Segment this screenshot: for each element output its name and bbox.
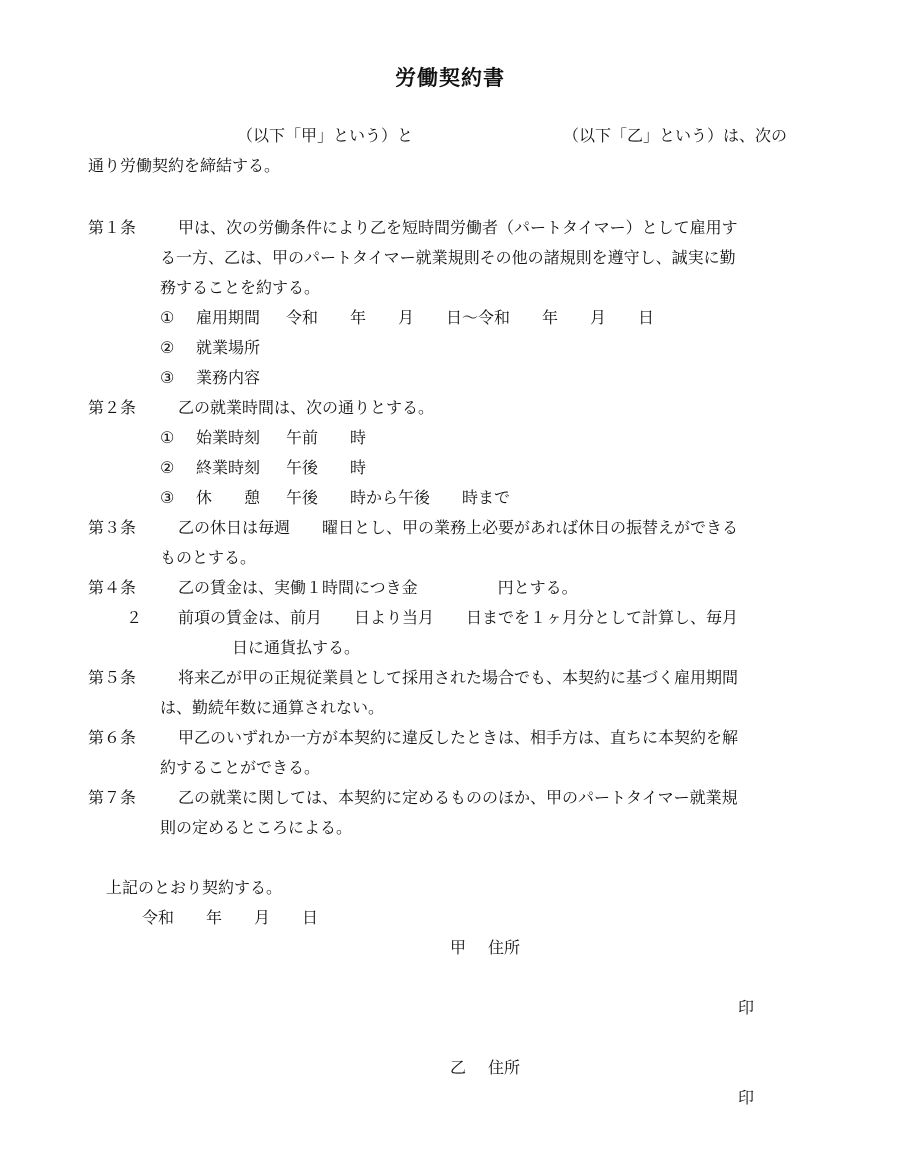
article-7-line: 乙の就業に関しては、本契約に定めるもののほか、甲のパートタイマー就業規 — [178, 788, 738, 807]
article-1-label: 第１条 — [88, 218, 137, 237]
article-6-line: 甲乙のいずれか一方が本契約に違反したときは、相手方は、直ちに本契約を解 — [178, 728, 739, 747]
article-1-line: る一方、乙は、甲のパートタイマー就業規則その他の諸規則を遵守し、誠実に勤 — [160, 248, 736, 267]
item-number: ① — [160, 428, 175, 447]
item-label-job-content: 業務内容 — [196, 368, 261, 387]
item-label-employment-period: 雇用期間 — [196, 308, 261, 327]
article-5-line: 将来乙が甲の正規従業員として採用された場合でも、本契約に基づく雇用期間 — [178, 668, 739, 687]
party-a-seal: 印 — [738, 998, 755, 1017]
article-3-line: 乙の休日は毎週 曜日とし、甲の業務上必要があれば休日の振替えができる — [178, 518, 739, 537]
article-6-line: 約することができる。 — [160, 758, 321, 777]
closing-text: 上記のとおり契約する。 — [106, 878, 283, 897]
party-b-label: 乙 — [450, 1058, 467, 1077]
closing-date: 令和 年 月 日 — [142, 908, 319, 927]
article-3-label: 第３条 — [88, 518, 137, 537]
party-b-seal: 印 — [738, 1088, 755, 1107]
intro-line2: 通り労働契約を締結する。 — [88, 156, 281, 175]
item-number: ② — [160, 338, 175, 357]
item-value-start-time: 午前 時 — [286, 428, 367, 447]
item-number: ③ — [160, 488, 175, 507]
intro-line1-b: （以下「乙」という）は、次の — [563, 126, 788, 145]
article-7-line: 則の定めるところによる。 — [160, 818, 353, 837]
party-a-label: 甲 — [450, 938, 467, 957]
item-label-start-time: 始業時刻 — [196, 428, 261, 447]
article-4-label: 第４条 — [88, 578, 137, 597]
article-2-text: 乙の就業時間は、次の通りとする。 — [178, 398, 435, 417]
article-4-para2-line: 日に通貨払する。 — [232, 638, 361, 657]
item-label-end-time: 終業時刻 — [196, 458, 261, 477]
item-number: ③ — [160, 368, 175, 387]
item-value-employment-period: 令和 年 月 日～令和 年 月 日 — [286, 308, 655, 327]
article-3-line: ものとする。 — [160, 548, 257, 567]
item-label-workplace: 就業場所 — [196, 338, 261, 357]
item-value-end-time: 午後 時 — [286, 458, 367, 477]
item-value-break: 午後 時から午後 時まで — [286, 488, 511, 507]
article-1-line: 甲は、次の労働条件により乙を短時間労働者（パートタイマー）として雇用す — [178, 218, 738, 237]
article-4-para2-number: ２ — [126, 608, 143, 627]
article-6-label: 第６条 — [88, 728, 137, 747]
article-4-text: 乙の賃金は、実働１時間につき金 円とする。 — [178, 578, 578, 597]
item-number: ① — [160, 308, 175, 327]
document-title: 労働契約書 — [395, 65, 505, 90]
article-4-para2-line: 前項の賃金は、前月 日より当月 日までを１ヶ月分として計算し、毎月 — [178, 608, 739, 627]
article-7-label: 第７条 — [88, 788, 137, 807]
item-number: ② — [160, 458, 175, 477]
article-2-label: 第２条 — [88, 398, 137, 417]
article-1-line: 務することを約する。 — [160, 278, 321, 297]
intro-line1-a: （以下「甲」という）と — [237, 126, 414, 145]
item-label-break: 休 憩 — [196, 488, 261, 507]
article-5-label: 第５条 — [88, 668, 137, 687]
article-5-line: は、勤続年数に通算されない。 — [160, 698, 385, 717]
party-b-address-label: 住所 — [488, 1058, 521, 1077]
party-a-address-label: 住所 — [488, 938, 521, 957]
